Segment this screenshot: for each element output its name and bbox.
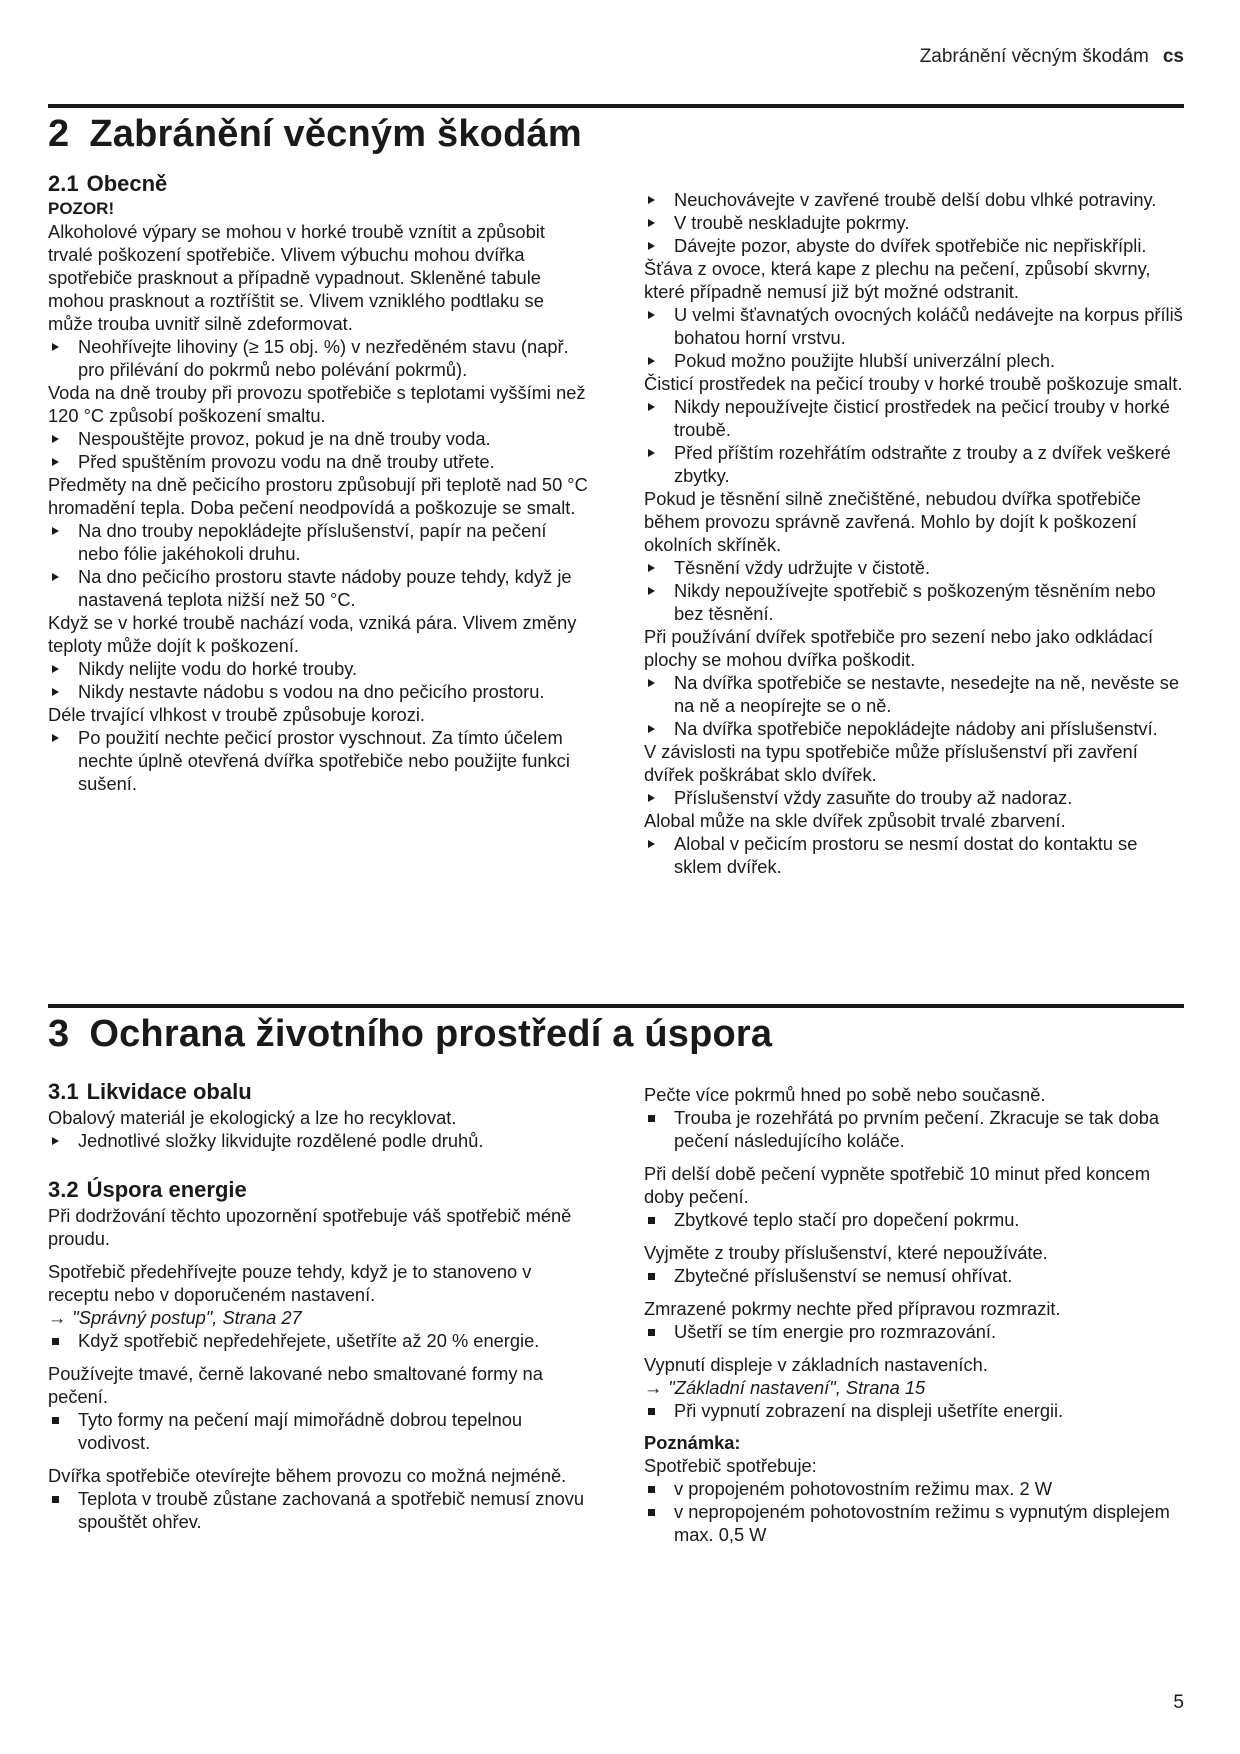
instruction-item: Na dvířka spotřebiče se nestavte, nesedejte na ně, nevěste se na ně a neopírejte se o ně. [644, 671, 1184, 717]
subsection-number: 3.1 [48, 1079, 79, 1104]
paragraph: Při delší době pečení vypněte spotřebič 10 minut před koncem doby pečení. [644, 1163, 1151, 1207]
instruction-item: Před spuštěním provozu vodu na dně trouby utřete. [48, 450, 588, 473]
section-3-heading [48, 1013, 772, 1056]
instruction-item: Těsnění vždy udržujte v čistotě. [644, 556, 1184, 579]
section-2-right-column [644, 188, 1184, 878]
language-code: cs [1162, 46, 1184, 67]
result-item: Trouba je rozehřátá po prvním pečení. Zkracuje se tak doba pečení následujícího koláče. [644, 1106, 1184, 1152]
section-title: Ochrana životního prostředí a úspora [89, 1013, 773, 1055]
instruction-item: Nikdy nepoužívejte čisticí prostředek na pečicí trouby v horké troubě. [644, 395, 1184, 441]
cross-reference-link[interactable]: → "Správný postup", Strana 27 [48, 1306, 588, 1329]
instruction-item: Nespouštějte provoz, pokud je na dně trouby voda. [48, 427, 588, 450]
paragraph: Při používání dvířek spotřebiče pro sezení nebo jako odkládací plochy se mohou dvířka poškodit. [644, 626, 1154, 670]
section-number: 2 [48, 113, 70, 155]
paragraph: Alkoholové výpary se mohou v horké troubě vznítit a způsobit trvalé poškození spotřebiče. Vlivem výbuchu mohou dvířka spotřebiče prasknout a případně vypadnout. Skleněné tabule mohou prasknout a roztříštit se. Vlivem vzniklého podtlaku se může trouba uvnitř silně zdeformovat. [48, 221, 545, 334]
paragraph: Déle trvající vlhkost v troubě způsobuje korozi. [48, 704, 425, 725]
result-item: Ušetří se tím energie pro rozmrazování. [644, 1320, 1184, 1343]
subsection-title: Úspora energie [86, 1177, 247, 1202]
instruction-item: Na dno pečicího prostoru stavte nádoby pouze tehdy, když je nastavená teplota nižší než 50 °C. [48, 565, 588, 611]
warning-label: POZOR! [48, 199, 115, 218]
subsection-number: 2.1 [48, 171, 79, 196]
page-number: 5 [1173, 1692, 1184, 1713]
cross-reference-link[interactable]: → "Základní nastavení", Strana 15 [644, 1376, 1184, 1399]
subsection-3-2-heading [48, 1176, 588, 1204]
note-label: Poznámka: [644, 1432, 741, 1453]
instruction-item: Před příštím rozehřátím odstraňte z trouby a z dvířek veškeré zbytky. [644, 441, 1184, 487]
instruction-item: Příslušenství vždy zasuňte do trouby až nadoraz. [644, 786, 1184, 809]
paragraph: Čisticí prostředek na pečicí trouby v horké troubě poškozuje smalt. [644, 373, 1183, 394]
instruction-item: Alobal v pečicím prostoru se nesmí dostat do kontaktu se sklem dvířek. [644, 832, 1184, 878]
paragraph: Při dodržování těchto upozornění spotřebuje váš spotřebič méně proudu. [48, 1205, 572, 1249]
paragraph: Dvířka spotřebiče otevírejte během provozu co možná nejméně. [48, 1465, 567, 1486]
paragraph: V závislosti na typu spotřebiče může příslušenství při zavření dvířek poškrábat sklo dvířek. [644, 741, 1138, 785]
paragraph: Předměty na dně pečicího prostoru způsobují při teplotě nad 50 °C hromadění tepla. Doba pečení neodpovídá a poškozuje se smalt. [48, 474, 588, 518]
subsection-title: Obecně [86, 171, 168, 196]
section-3-right-column [644, 1083, 1184, 1546]
instruction-item: Nikdy nestavte nádobu s vodou na dno pečicího prostoru. [48, 680, 588, 703]
section-title: Zabránění věcným škodám [89, 113, 582, 155]
instruction-item: Neohřívejte lihoviny (≥ 15 obj. %) v nezředěném stavu (např. pro přilévání do pokrmů nebo polévání pokrmů). [48, 335, 588, 381]
paragraph: Když se v horké troubě nachází voda, vzniká pára. Vlivem změny teploty může dojít k poškození. [48, 612, 577, 656]
paragraph: Obalový materiál je ekologický a lze ho recyklovat. [48, 1107, 457, 1128]
subsection-2-1-heading [48, 170, 588, 198]
paragraph: Pečte více pokrmů hned po sobě nebo současně. [644, 1084, 1046, 1105]
instruction-item: Na dno trouby nepokládejte příslušenství, papír na pečení nebo fólie jakéhokoli druhu. [48, 519, 588, 565]
subsection-3-1-heading [48, 1078, 588, 1106]
result-item: Tyto formy na pečení mají mimořádně dobrou tepelnou vodivost. [48, 1408, 588, 1454]
paragraph: Používejte tmavé, černě lakované nebo smaltované formy na pečení. [48, 1363, 543, 1407]
instruction-item: Nikdy nepoužívejte spotřebič s poškozeným těsněním nebo bez těsnění. [644, 579, 1184, 625]
instruction-item: U velmi šťavnatých ovocných koláčů nedávejte na korpus příliš bohatou horní vrstvu. [644, 303, 1184, 349]
instruction-item: Na dvířka spotřebiče nepokládejte nádoby ani příslušenství. [644, 717, 1184, 740]
paragraph: Voda na dně trouby při provozu spotřebiče s teplotami vyššími než 120 °C způsobí poškození smaltu. [48, 382, 586, 426]
section-2-heading [48, 113, 582, 156]
paragraph: Spotřebič spotřebuje: [644, 1455, 817, 1476]
paragraph: Šťáva z ovoce, která kape z plechu na pečení, způsobí skvrny, které případně nemusí již být možné odstranit. [644, 258, 1151, 302]
result-item: Zbytečné příslušenství se nemusí ohřívat. [644, 1264, 1184, 1287]
instruction-item: Pokud možno použijte hlubší univerzální plech. [644, 349, 1184, 372]
section-3-rule [48, 1004, 1184, 1008]
running-header [920, 46, 1184, 68]
instruction-item: Nikdy nelijte vodu do horké trouby. [48, 657, 588, 680]
instruction-item: V troubě neskladujte pokrmy. [644, 211, 1184, 234]
section-number: 3 [48, 1013, 70, 1055]
paragraph: Vyjměte z trouby příslušenství, které nepoužíváte. [644, 1242, 1048, 1263]
result-item: Teplota v troubě zůstane zachovaná a spotřebič nemusí znovu spouštět ohřev. [48, 1487, 588, 1533]
paragraph: Pokud je těsnění silně znečištěné, nebudou dvířka spotřebiče během provozu správně zavřená. Mohlo by dojít k poškození okolních skříněk. [644, 488, 1141, 555]
section-2-left-column [48, 170, 588, 795]
list-item: v propojeném pohotovostním režimu max. 2 W [644, 1477, 1184, 1500]
paragraph: Alobal může na skle dvířek způsobit trvalé zbarvení. [644, 810, 1066, 831]
instruction-item: Po použití nechte pečicí prostor vyschnout. Za tímto účelem nechte úplně otevřená dvířka spotřebiče nebo použijte funkci sušení. [48, 726, 588, 795]
result-item: Při vypnutí zobrazení na displeji ušetříte energii. [644, 1399, 1184, 1422]
paragraph: Zmrazené pokrmy nechte před přípravou rozmrazit. [644, 1298, 1061, 1319]
result-item: Když spotřebič nepředehřejete, ušetříte až 20 % energie. [48, 1329, 588, 1352]
section-3-left-column [48, 1078, 588, 1533]
subsection-title: Likvidace obalu [86, 1079, 252, 1104]
paragraph: Spotřebič předehřívejte pouze tehdy, když je to stanoveno v receptu nebo v doporučeném nastavení. [48, 1261, 532, 1305]
subsection-number: 3.2 [48, 1177, 79, 1202]
running-header-title: Zabránění věcným škodám [919, 46, 1149, 67]
instruction-item: Neuchovávejte v zavřené troubě delší dobu vlhké potraviny. [644, 188, 1184, 211]
instruction-item: Jednotlivé složky likvidujte rozdělené podle druhů. [48, 1129, 588, 1152]
result-item: Zbytkové teplo stačí pro dopečení pokrmu. [644, 1208, 1184, 1231]
instruction-item: Dávejte pozor, abyste do dvířek spotřebiče nic nepřiskřípli. [644, 234, 1184, 257]
paragraph: Vypnutí displeje v základních nastaveních. [644, 1354, 988, 1375]
section-2-rule [48, 104, 1184, 108]
list-item: v nepropojeném pohotovostním režimu s vypnutým displejem max. 0,5 W [644, 1500, 1184, 1546]
